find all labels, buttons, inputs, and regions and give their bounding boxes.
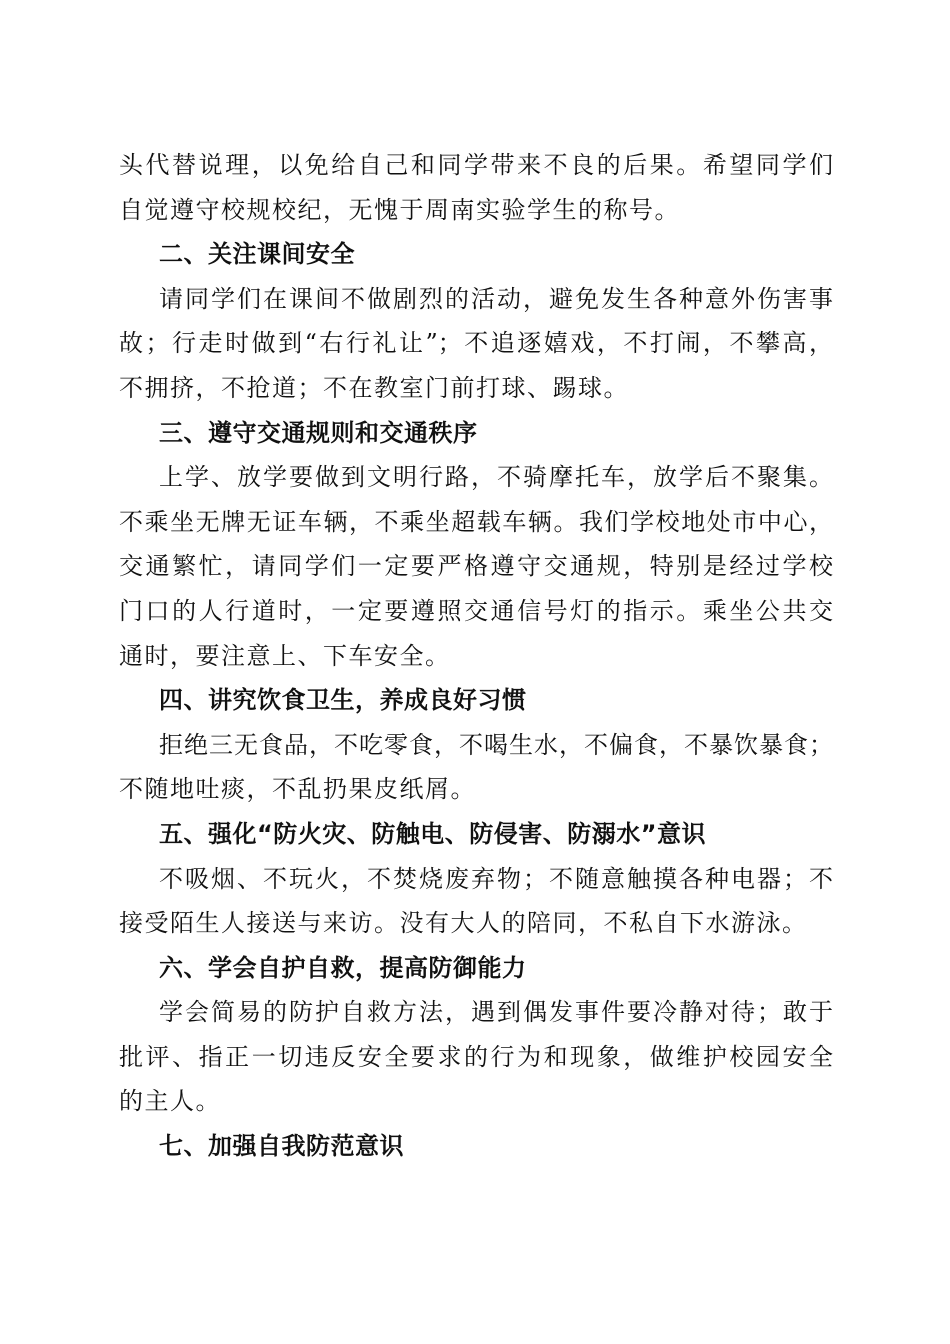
paragraph-line: 通时，要注意上、下车安全。 [119,641,451,670]
section-heading: 三、遵守交通规则和交通秩序 [159,418,478,447]
section-heading: 四、讲究饮食卫生，养成良好习惯 [159,686,527,715]
paragraph-line: 头代替说理，以免给自己和同学带来不良的后果。希望同学们 [119,151,833,179]
paragraph-line: 的主人。 [119,1087,221,1116]
section-heading: 七、加强自我防范意识 [159,1132,404,1161]
document-page [119,143,833,1169]
paragraph-line: 拒绝三无食品，不吃零食，不喝生水，不偏食，不暴饮暴食； [159,730,833,759]
paragraph-line: 门口的人行道时，一定要遵照交通信号灯的指示。乘坐公共交 [119,596,833,625]
section-heading: 六、学会自护自救，提高防御能力 [159,953,527,982]
paragraph-line: 学会简易的防护自救方法，遇到偶发事件要冷静对待；敢于 [159,998,833,1027]
paragraph-line: 自觉遵守校规校纪，无愧于周南实验学生的称号。 [119,195,680,224]
paragraph-line: 故；行走时做到“右行礼让”；不追逐嬉戏，不打闹，不攀高， [119,329,833,358]
paragraph-line: 交通繁忙，请同学们一定要严格遵守交通规，特别是经过学校 [119,552,833,581]
paragraph-line: 不拥挤，不抢道；不在教室门前打球、踢球。 [119,373,629,402]
section-heading: 二、关注课间安全 [159,240,355,269]
paragraph-line: 接受陌生人接送与来访。没有大人的陪同，不私自下水游泳。 [119,909,808,938]
paragraph-line: 不乘坐无牌无证车辆，不乘坐超载车辆。我们学校地处市中心， [119,507,833,536]
paragraph-line: 不随地吐痰，不乱扔果皮纸屑。 [119,775,476,804]
paragraph-line: 批评、指正一切违反安全要求的行为和现象，做维护校园安全 [119,1042,833,1071]
paragraph-line: 请同学们在课间不做剧烈的活动，避免发生各种意外伤害事 [159,284,833,313]
section-heading: 五、强化“防火灾、防触电、防侵害、防溺水”意识 [159,819,707,848]
paragraph-line: 不吸烟、不玩火，不焚烧废弃物；不随意触摸各种电器；不 [159,864,833,893]
paragraph-line: 上学、放学要做到文明行路，不骑摩托车，放学后不聚集。 [159,463,833,492]
